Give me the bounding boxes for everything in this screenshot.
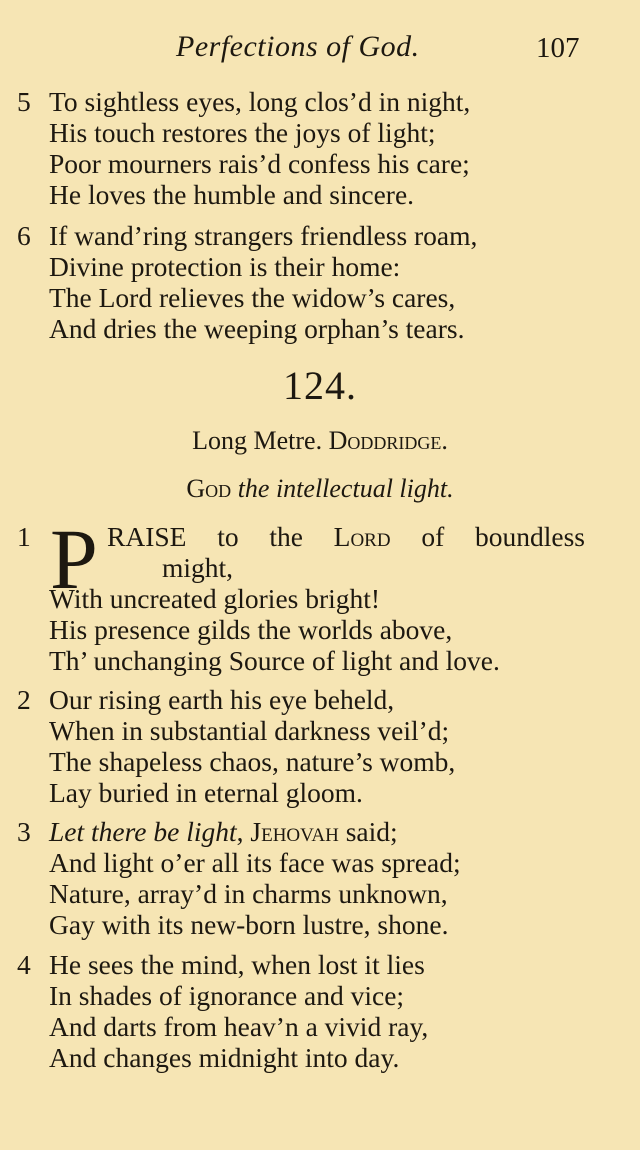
verse-line: And darts from heav’n a vivid ray, [49, 1011, 429, 1042]
verse-line: Our rising earth his eye beheld, [49, 684, 395, 715]
stanza-4 [0, 949, 640, 1073]
stanza-3 [0, 816, 640, 940]
verse-line: And dries the weeping orphan’s tears. [49, 313, 465, 344]
word: boundless [474, 521, 585, 552]
verse-line: Nature, array’d in charms unknown, [49, 878, 448, 909]
verse-line: When in substantial darkness veil’d; [49, 715, 450, 746]
verse-line: Lay buried in eternal gloom. [49, 777, 363, 808]
verse-line: He loves the humble and sincere. [49, 179, 415, 210]
verse-text: , [236, 816, 251, 847]
verse-line: To sightless eyes, long clos’d in night, [49, 86, 471, 117]
verse-line: With uncreated glories bright! [49, 583, 381, 614]
verse-line: If wand’ring strangers friendless roam, [49, 220, 478, 251]
word: to [217, 521, 239, 552]
hymn-number: 124. [283, 363, 357, 408]
verse-line [0, 521, 640, 552]
verse-line-continuation: might, [162, 552, 234, 583]
meter: Long Metre. [192, 426, 323, 455]
stanza-5 [0, 86, 640, 210]
verse-line: And changes midnight into day. [49, 1042, 400, 1073]
verse-line: Th’ unchanging Source of light and love. [49, 645, 500, 676]
verse-line: Gay with its new-born lustre, shone. [49, 909, 449, 940]
subject-rest: the intellectual light. [237, 474, 454, 503]
stanza-6 [0, 220, 640, 344]
stanza-2 [0, 684, 640, 808]
verse-text: said; [338, 816, 398, 847]
word: Lord [333, 521, 391, 552]
stanza-number: 5 [17, 86, 31, 117]
divine-name: Jehovah [250, 816, 339, 847]
verse-italic: Let there be light [49, 816, 237, 847]
running-title: Perfections of God. [176, 30, 420, 63]
verse-line [49, 816, 398, 847]
stanza-number: 6 [17, 220, 31, 251]
meter-line [0, 426, 640, 456]
verse-line: And light o’er all its face was spread; [49, 847, 461, 878]
subject-god: God [186, 474, 232, 503]
stanza-number: 4 [17, 949, 31, 980]
verse-line: Divine protection is their home: [49, 251, 401, 282]
subject-line [0, 474, 640, 504]
page-number: 107 [536, 32, 580, 64]
verse-line: His touch restores the joys of light; [49, 117, 436, 148]
author: Doddridge. [328, 426, 448, 455]
word: RAISE [107, 521, 187, 552]
stanza-number: 1 [17, 521, 31, 552]
drop-cap: P [50, 511, 98, 607]
page-header [0, 30, 640, 70]
stanza-1-rest [0, 583, 640, 676]
verse-line [0, 552, 640, 583]
stanza-number: 3 [17, 816, 31, 847]
verse-line: His presence gilds the worlds above, [49, 614, 453, 645]
word: of [421, 521, 445, 552]
verse-line: He sees the mind, when lost it lies [49, 949, 425, 980]
verse-line: In shades of ignorance and vice; [49, 980, 405, 1011]
verse-line: The Lord relieves the widow’s cares, [49, 282, 456, 313]
verse-line: The shapeless chaos, nature’s womb, [49, 746, 456, 777]
stanza-number: 2 [17, 684, 31, 715]
word: the [269, 521, 303, 552]
verse-line: Poor mourners rais’d confess his care; [49, 148, 470, 179]
